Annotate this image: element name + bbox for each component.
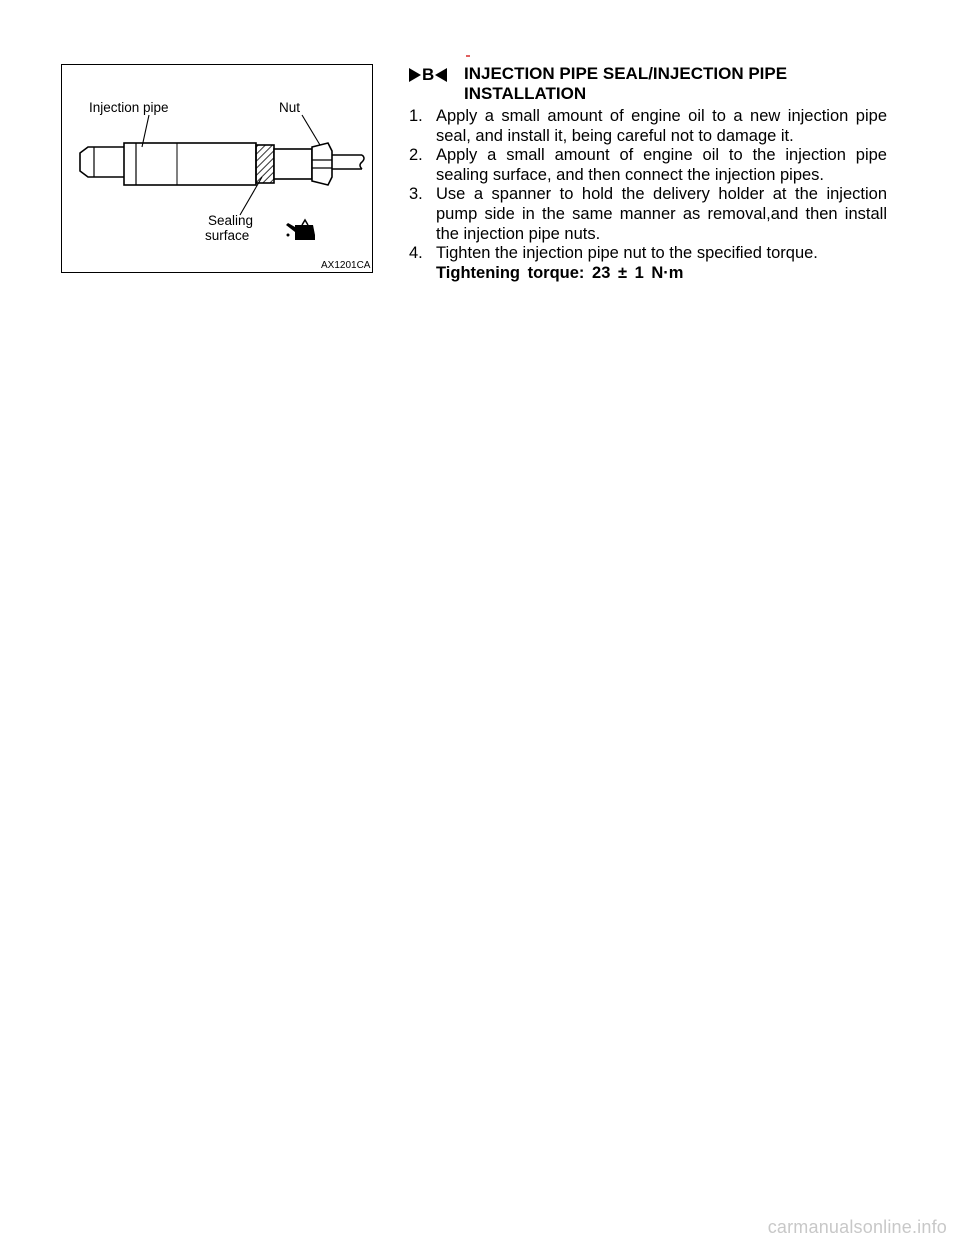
figure-code: AX1201CA	[321, 260, 371, 271]
step-4	[409, 244, 887, 283]
step-text: Apply a small amount of engine oil to the injection pipe sealing surface, and then connect the injection pipes.	[436, 146, 887, 184]
torque-label: Tightening torque:	[436, 263, 585, 282]
pipe-body	[124, 143, 256, 185]
step-text: Use a spanner to hold the delivery holder at the injection pump side in the same manner as removal,and then install the injection pipe nuts.	[436, 185, 887, 243]
watermark[interactable]: carmanualsonline.info	[767, 1217, 947, 1237]
step-text: Tighten the injection pipe nut to the specified torque.	[436, 244, 818, 263]
label-injection-pipe: Injection pipe	[89, 100, 169, 115]
step-text: Apply a small amount of engine oil to a new injection pipe seal, and install it, being careful not to damage it.	[436, 107, 887, 145]
sealing-surface	[256, 145, 274, 183]
pipe-break	[360, 155, 364, 169]
oil-can-icon	[286, 220, 315, 240]
leader-injection-pipe	[142, 115, 149, 147]
torque-value: 23 ± 1 N·m	[592, 263, 684, 282]
installation-section	[409, 64, 887, 283]
step-number: 2.	[409, 146, 423, 165]
nut	[312, 143, 332, 185]
injection-pipe-diagram	[62, 65, 371, 271]
label-sealing-2: surface	[205, 228, 250, 243]
label-sealing-1: Sealing	[208, 213, 254, 228]
step-3	[409, 185, 887, 244]
triangle-left-icon	[435, 68, 447, 82]
red-mark	[466, 55, 470, 57]
step-2	[409, 146, 887, 185]
step-number: 3.	[409, 185, 423, 204]
pipe-nozzle	[80, 147, 124, 177]
torque-spec	[436, 264, 887, 284]
marker-letter: B	[422, 65, 435, 84]
steps-list	[409, 107, 887, 283]
section-heading	[409, 64, 887, 104]
step-number: 4.	[409, 244, 423, 263]
step-1	[409, 107, 887, 146]
heading-line-2: INSTALLATION	[464, 84, 587, 103]
heading-line-1: INJECTION PIPE SEAL/INJECTION PIPE	[464, 64, 788, 83]
section-marker	[409, 66, 447, 84]
leader-nut	[302, 115, 320, 145]
label-nut: Nut	[279, 100, 301, 115]
injection-pipe-figure	[61, 64, 373, 273]
triangle-right-icon	[409, 68, 421, 82]
step-number: 1.	[409, 107, 423, 125]
